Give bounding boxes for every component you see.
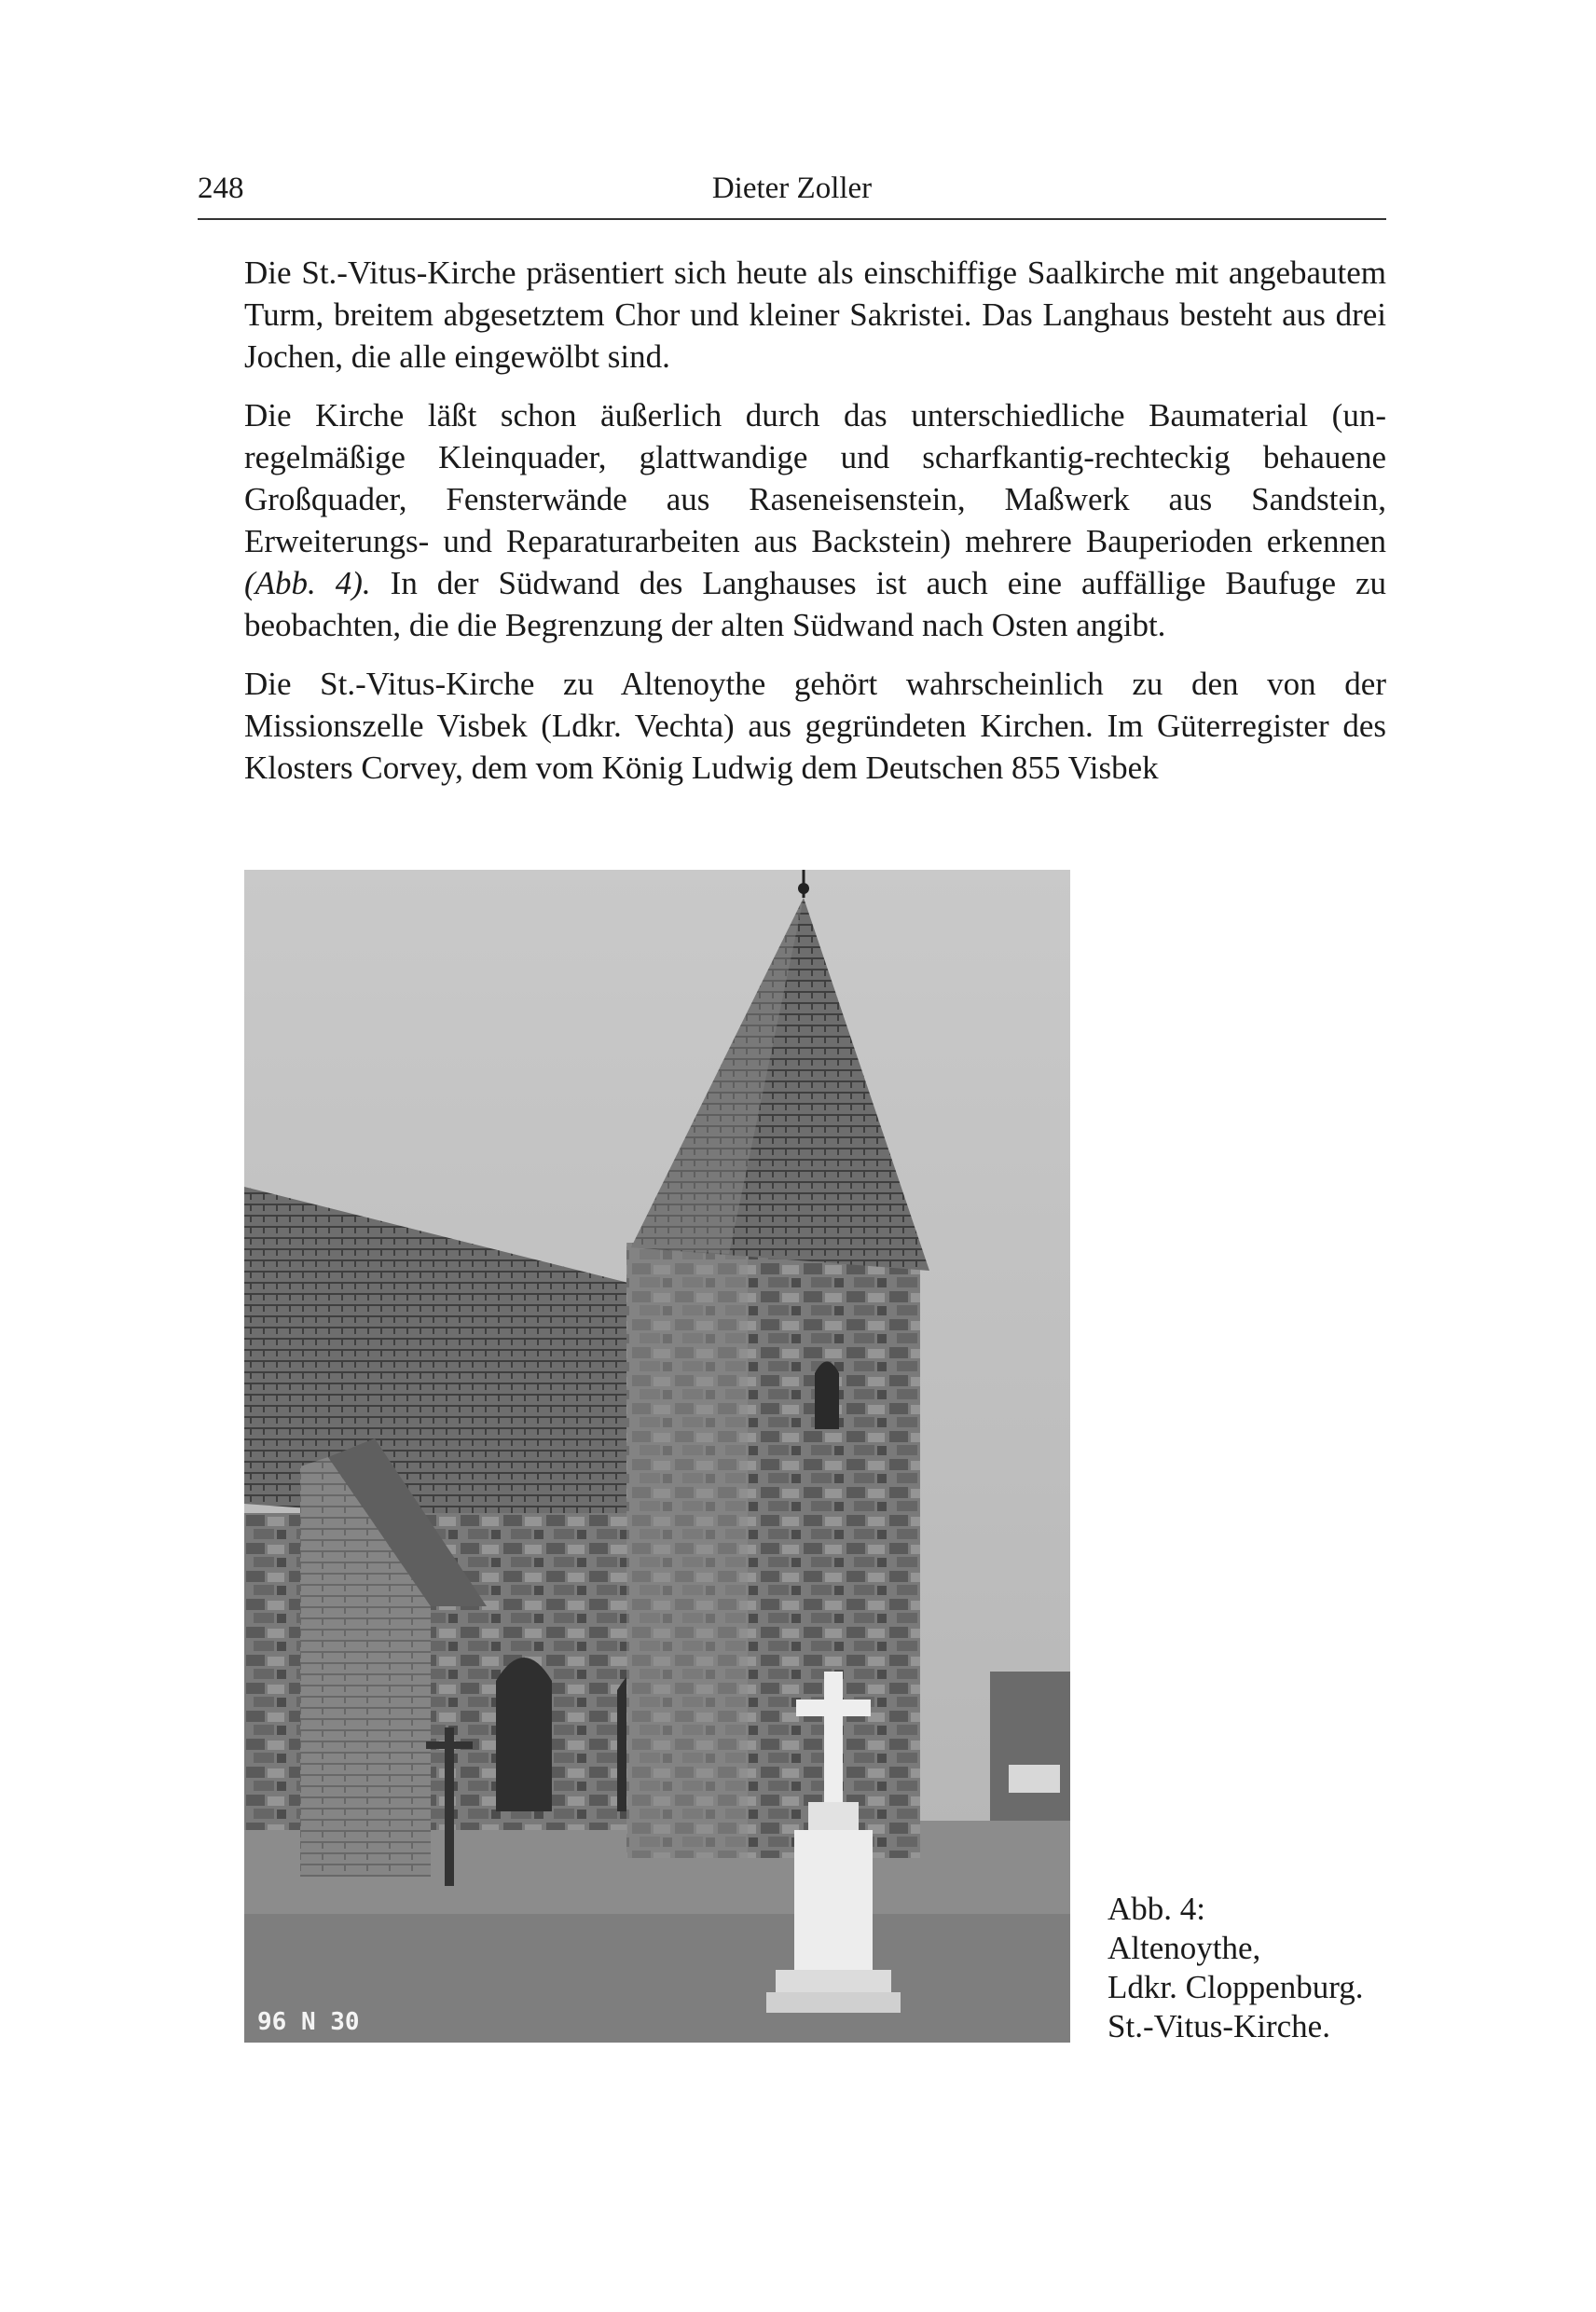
church-photo-illustration — [244, 870, 1070, 2043]
caption-line-1: Abb. 4: — [1108, 1891, 1205, 1927]
church-photo — [244, 870, 1070, 2043]
caption-line-4: St.-Vitus-Kirche. — [1108, 2008, 1330, 2044]
page-header — [198, 166, 1386, 220]
caption-line-3: Ldkr. Cloppenburg. — [1108, 1969, 1364, 2005]
page-number: 248 — [198, 172, 244, 205]
running-head: Dieter Zoller — [711, 172, 873, 205]
paragraph-2-text-b: In der Südwand des Langhauses ist auch eine auffällige Baufuge zu beobachten, die die Begrenzung der alten Südwand nach Osten angibt. — [244, 565, 1386, 643]
paragraph-2-text-a: Die Kirche läßt schon äußerlich durch das unterschiedliche Baumaterial (unregelmäßige Kleinquader, glattwandige und scharfkantig-rechteckig behauene Großquader, Fensterwände aus Raseneisenstein, Maßwerk aus Sandstein, Erweiterungs- und Reparaturarbeiten aus Backstein) mehrere Bauperioden erkennen — [244, 397, 1386, 559]
caption-line-2: Altenoythe, — [1108, 1930, 1261, 1966]
photo-date-stamp: 96 N 30 — [257, 2008, 360, 2036]
paragraph-3: Die St.-Vitus-Kirche zu Altenoythe gehört wahrscheinlich zu den von der Missionszelle Visbek (Ldkr. Vechta) aus gegründeten Kirchen. Im Güterregister des Klosters Corvey, dem vom König Ludwig dem Deutschen 855 Visbek — [244, 666, 1386, 786]
figure-caption — [1108, 1890, 1406, 2046]
figure-reference: (Abb. 4). — [244, 565, 371, 601]
paragraph-1: Die St.-Vitus-Kirche präsentiert sich heute als einschiffige Saalkirche mit angebautem Turm, breitem abgesetztem Chor und kleiner Sakristei. Das Langhaus besteht aus drei Jochen, die alle eingewölbt sind. — [244, 255, 1386, 375]
body-text — [244, 252, 1386, 805]
paragraph-2 — [244, 394, 1386, 646]
